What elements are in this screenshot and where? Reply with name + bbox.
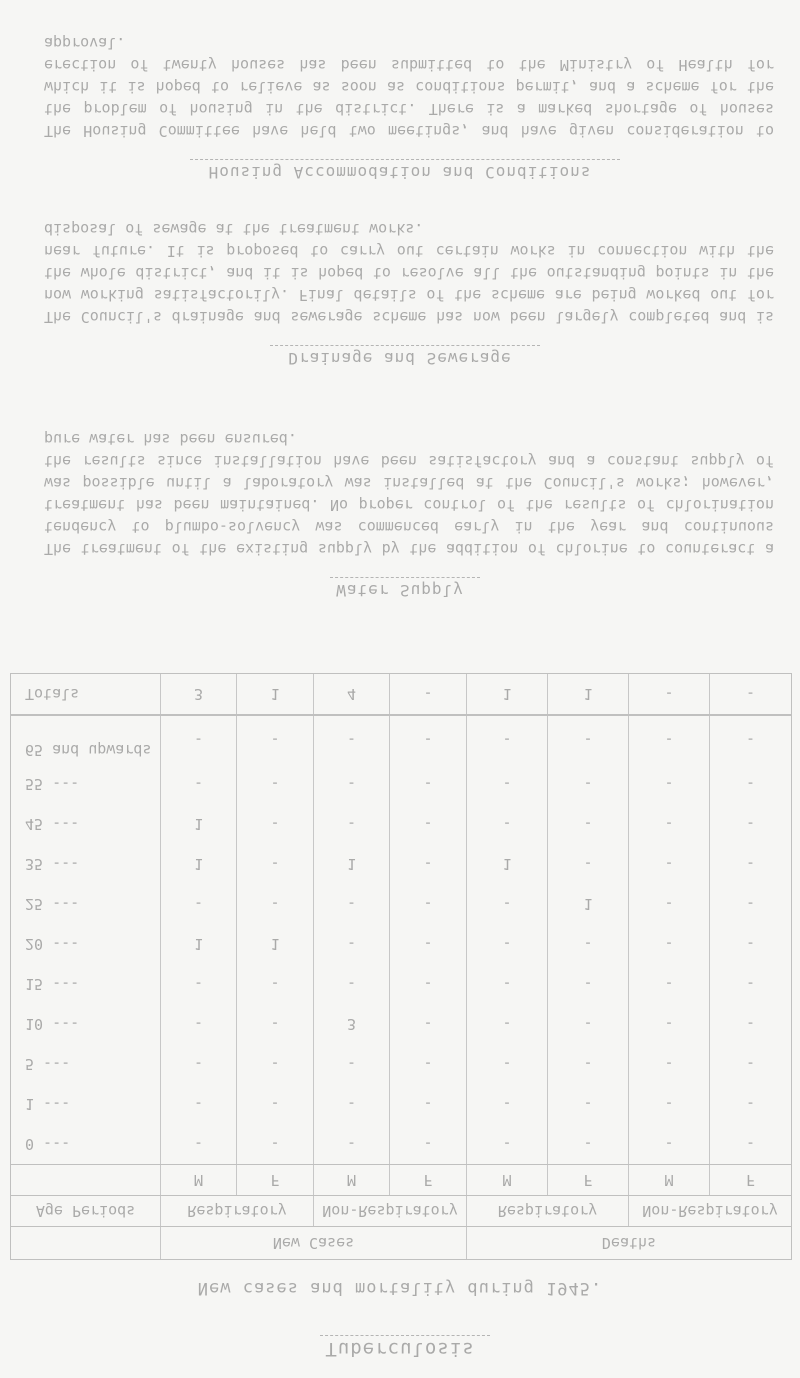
header-blank (11, 1227, 161, 1259)
table-cell: - (548, 764, 629, 804)
table-cell: - (161, 884, 237, 924)
table-cell: - (548, 1084, 629, 1124)
table-cell: - (390, 964, 467, 1004)
totals-cell: 3 (161, 674, 237, 714)
table-row (11, 844, 791, 884)
age-period-label: 45 --- (11, 804, 161, 844)
page-subtitle: New cases and mortality during 1945. (197, 1278, 603, 1298)
table-cell: - (390, 884, 467, 924)
header-sex: F (390, 1165, 467, 1195)
table-row (11, 764, 791, 804)
table-cell: - (629, 844, 710, 884)
table-cell: 1 (161, 844, 237, 884)
table-cell: 1 (314, 844, 390, 884)
table-cell: - (467, 924, 548, 964)
table-header-row-2 (11, 1195, 791, 1226)
header-group: Respiratory (467, 1196, 629, 1226)
tuberculosis-table (10, 673, 792, 1260)
header-group: Non-Respiratory (642, 1202, 778, 1220)
section-rule (270, 345, 540, 346)
table-cell: - (314, 716, 390, 764)
table-cell: - (745, 775, 756, 793)
table-cell: - (467, 1044, 548, 1084)
table-cell: - (467, 964, 548, 1004)
age-period-label: 20 --- (11, 924, 161, 964)
table-cell: - (390, 844, 467, 884)
table-cell: - (745, 1055, 756, 1073)
table-cell: - (745, 1135, 756, 1153)
table-cell: - (548, 716, 629, 764)
table-row (11, 1124, 791, 1164)
table-cell: - (237, 884, 314, 924)
age-period-label: 65 and upwards (11, 716, 161, 764)
table-cell: - (467, 1084, 548, 1124)
table-cell: - (390, 1124, 467, 1164)
table-cell: - (629, 804, 710, 844)
age-period-label: 0 --- (11, 1124, 161, 1164)
table-cell: - (161, 716, 237, 764)
section-text-housing: The Housing Committee have held two meetings, and have given consideration to the problem of housing in the district. There is a marked shortage of houses which it is hoped to relieve as soon as conditions permit, and a scheme for the erection of twenty houses has been submitted to the Ministry of Health for approval. (44, 34, 774, 140)
table-header-row-3 (11, 1164, 791, 1195)
table-cell: - (745, 1015, 756, 1033)
table-cell: - (629, 924, 710, 964)
table-cell: - (161, 1124, 237, 1164)
section-text-water-supply: The treatment of the existing supply by the addition of chlorine to counteract a tendency to plumbo-solvency was commenced early in the year and continuous treatment has been maintained. No proper control of the results of chlorination was possible until a laboratory was installed at the Council's works; however, the results since installation have been satisfactory and a constant supply of pure water has been ensured. (44, 430, 774, 558)
section-title-water-supply: Water Supply (336, 581, 464, 600)
table-cell: - (161, 1004, 237, 1044)
totals-cell: 4 (314, 674, 390, 714)
totals-cell: 1 (548, 674, 629, 714)
table-row (11, 1084, 791, 1124)
table-cell: 1 (548, 884, 629, 924)
table-cell: - (745, 815, 756, 833)
totals-cell: 1 (237, 674, 314, 714)
table-cell: - (237, 1124, 314, 1164)
age-period-label: 25 --- (11, 884, 161, 924)
section-rule (330, 577, 480, 578)
table-cell: - (237, 716, 314, 764)
header-deaths: Deaths (601, 1234, 657, 1252)
totals-cell: 1 (467, 674, 548, 714)
table-cell: - (467, 804, 548, 844)
table-cell: - (161, 964, 237, 1004)
table-cell: - (161, 764, 237, 804)
table-cell: - (548, 1044, 629, 1084)
header-age-periods: Age Periods (11, 1196, 161, 1226)
table-row (11, 804, 791, 844)
totals-cell: - (629, 674, 710, 714)
header-sex: F (745, 1171, 756, 1189)
age-period-label: 5 --- (11, 1044, 161, 1084)
table-cell: 1 (161, 804, 237, 844)
table-cell: - (629, 1124, 710, 1164)
table-cell: - (314, 764, 390, 804)
table-cell: - (390, 716, 467, 764)
table-cell: - (629, 1084, 710, 1124)
table-cell: - (390, 764, 467, 804)
table-cell: - (314, 884, 390, 924)
table-cell: - (237, 1084, 314, 1124)
table-row (11, 924, 791, 964)
table-cell: - (390, 1044, 467, 1084)
table-cell: - (467, 1004, 548, 1044)
header-group: Non-Respiratory (314, 1196, 467, 1226)
table-cell: - (314, 1124, 390, 1164)
table-row (11, 1004, 791, 1044)
age-period-label: 1 --- (11, 1084, 161, 1124)
table-cell: 1 (161, 924, 237, 964)
table-cell: - (161, 1084, 237, 1124)
table-cell: - (629, 1044, 710, 1084)
age-period-label: 10 --- (11, 1004, 161, 1044)
table-cell: - (629, 716, 710, 764)
header-sex: M (467, 1165, 548, 1195)
table-cell: - (390, 804, 467, 844)
table-cell: - (467, 884, 548, 924)
header-blank (11, 1165, 161, 1195)
table-row (11, 1044, 791, 1084)
table-cell: - (745, 975, 756, 993)
totals-cell: - (745, 685, 756, 703)
table-row (11, 714, 791, 764)
header-sex: F (548, 1165, 629, 1195)
table-cell: - (237, 764, 314, 804)
totals-label: Totals (11, 674, 161, 714)
totals-row (11, 674, 791, 714)
header-sex: M (161, 1165, 237, 1195)
table-cell: 3 (314, 1004, 390, 1044)
table-cell: - (745, 1095, 756, 1113)
table-cell: - (467, 716, 548, 764)
table-cell: - (237, 1044, 314, 1084)
section-text-drainage: The Council's drainage and sewerage scheme has now been largely completed and is now working satisfactorily. Final details of the scheme are being worked out for the whole district, and it is hoped to resolve all the outstanding points in the near future. It is proposed to carry out certain works in connection with the disposal of sewage at the treatment works. (44, 220, 774, 326)
table-cell: - (745, 731, 756, 749)
table-cell: 1 (467, 844, 548, 884)
page-title: Tuberculosis (325, 1338, 475, 1360)
table-cell: - (629, 1004, 710, 1044)
table-cell: - (314, 964, 390, 1004)
section-title-drainage: Drainage and Sewerage (288, 349, 512, 368)
header-new-cases: New Cases (161, 1227, 467, 1259)
table-cell: - (745, 855, 756, 873)
table-cell: - (745, 935, 756, 953)
title-underline (320, 1335, 490, 1336)
table-cell: - (237, 804, 314, 844)
table-header-row-1 (11, 1226, 791, 1259)
table-cell: - (237, 844, 314, 884)
table-cell: - (548, 844, 629, 884)
header-group: Respiratory (161, 1196, 314, 1226)
table-cell: - (314, 1084, 390, 1124)
table-cell: - (161, 1044, 237, 1084)
table-cell: - (467, 764, 548, 804)
table-cell: - (548, 924, 629, 964)
table-cell: - (237, 1004, 314, 1044)
table-cell: - (548, 804, 629, 844)
table-row (11, 884, 791, 924)
table-cell: - (314, 1044, 390, 1084)
table-cell: - (629, 964, 710, 1004)
table-cell: - (314, 804, 390, 844)
age-period-label: 55 --- (11, 764, 161, 804)
table-cell: - (390, 924, 467, 964)
section-rule (190, 159, 620, 160)
age-period-label: 35 --- (11, 844, 161, 884)
table-cell: - (629, 884, 710, 924)
section-title-housing: Housing Accommodation and Conditions (208, 163, 592, 182)
totals-cell: - (390, 674, 467, 714)
table-cell: - (390, 1084, 467, 1124)
table-cell: - (629, 764, 710, 804)
table-cell: - (548, 1004, 629, 1044)
table-cell: - (314, 924, 390, 964)
table-cell: - (467, 1124, 548, 1164)
table-row (11, 964, 791, 1004)
table-cell: - (548, 1124, 629, 1164)
age-period-label: 15 --- (11, 964, 161, 1004)
table-cell: 1 (237, 924, 314, 964)
table-cell: - (237, 964, 314, 1004)
table-cell: - (745, 895, 756, 913)
header-sex: F (237, 1165, 314, 1195)
table-cell: - (548, 964, 629, 1004)
table-cell: - (390, 1004, 467, 1044)
header-sex: M (629, 1165, 710, 1195)
header-sex: M (314, 1165, 390, 1195)
